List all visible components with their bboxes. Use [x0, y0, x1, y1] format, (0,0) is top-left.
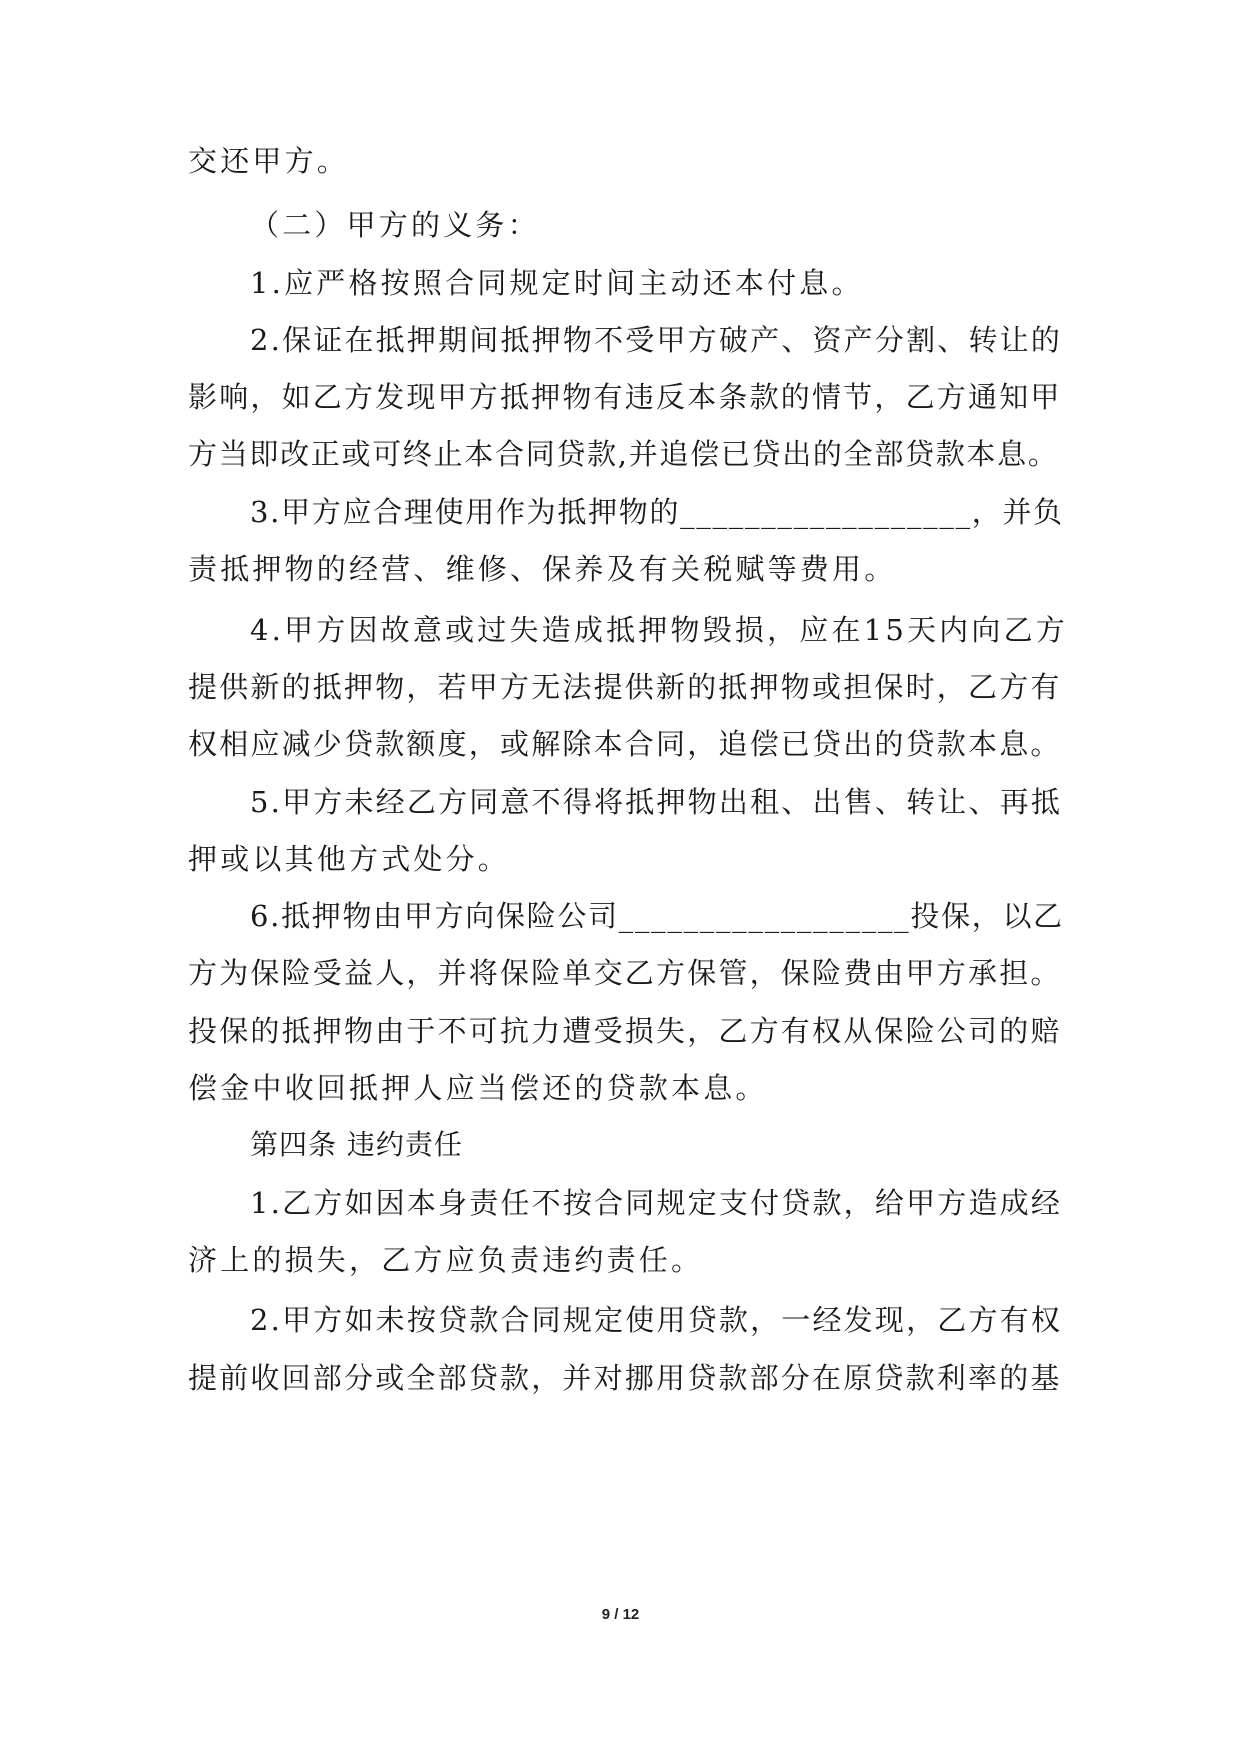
text-line: 1.乙方如因本身责任不按合同规定支付贷款，给甲方造成经: [250, 1186, 1063, 1220]
text-line: 交还甲方。: [188, 144, 350, 178]
text-line: 济上的损失，乙方应负责违约责任。: [188, 1243, 704, 1277]
text-line: 3.甲方应合理使用作为抵押物的__________________，并负: [250, 495, 1064, 529]
page-number: 9 / 12: [601, 1606, 640, 1623]
text-line: 2.甲方如未按贷款合同规定使用贷款，一经发现，乙方有权: [250, 1303, 1063, 1337]
text-line: 投保的抵押物由于不可抗力遭受损失，乙方有权从保险公司的赔: [188, 1014, 1062, 1048]
text-line: 方当即改正或可终止本合同贷款,并追偿已贷出的全部贷款本息。: [188, 437, 1059, 471]
text-line: 偿金中收回抵押人应当偿还的贷款本息。: [188, 1071, 768, 1105]
text-line: 4.甲方因故意或过失造成抵押物毁损，应在15天内向乙方: [250, 613, 1068, 647]
text-line: （二）甲方的义务：: [250, 208, 540, 242]
text-line: 影响，如乙方发现甲方抵押物有违反本条款的情节，乙方通知甲: [188, 380, 1062, 414]
text-line: 提前收回部分或全部贷款，并对挪用贷款部分在原贷款利率的基: [188, 1361, 1062, 1395]
text-line: 方为保险受益人，并将保险单交乙方保管，保险费由甲方承担。: [188, 956, 1062, 990]
text-line: 6.抵押物由甲方向保险公司__________________投保，以乙: [250, 899, 1064, 933]
text-line: 1.应严格按照合同规定时间主动还本付息。: [250, 266, 864, 300]
text-line: 提供新的抵押物，若甲方无法提供新的抵押物或担保时，乙方有: [188, 670, 1062, 704]
text-line: 5.甲方未经乙方同意不得将抵押物出租、出售、转让、再抵: [250, 785, 1063, 819]
text-line: 2.保证在抵押期间抵押物不受甲方破产、资产分割、转让的: [250, 323, 1063, 357]
text-line: 责抵押物的经营、维修、保养及有关税赋等费用。: [188, 552, 897, 586]
text-line: 权相应减少贷款额度，或解除本合同，追偿已贷出的贷款本息。: [188, 727, 1062, 761]
section-heading: 第四条 违约责任: [250, 1128, 463, 1161]
text-line: 押或以其他方式处分。: [188, 842, 511, 876]
